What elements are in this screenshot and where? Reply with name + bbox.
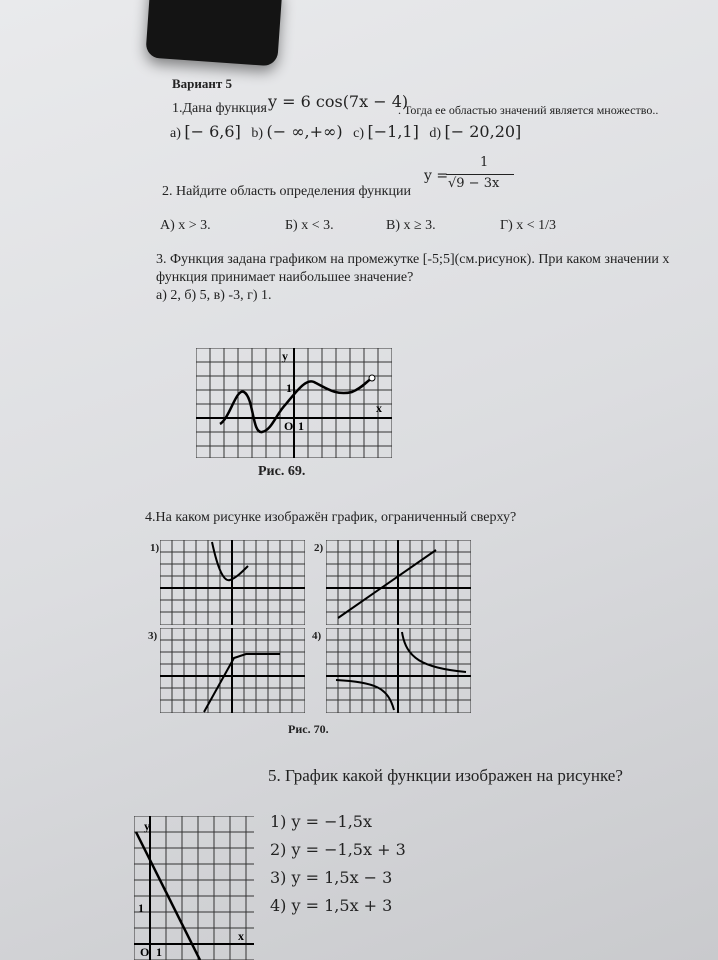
q5-y-one-label: 1 <box>138 901 144 915</box>
q1-formula: y = 6 cos(7x − 4) <box>268 92 409 111</box>
q5-x-one-label: 1 <box>156 945 162 959</box>
q5-origin-label: O <box>140 945 150 959</box>
q5-graph <box>134 816 254 960</box>
q2-option-c: В) x ≥ 3. <box>386 218 436 233</box>
q2-numerator: 1 <box>480 155 489 170</box>
q2-lhs: y = <box>424 168 449 184</box>
q5-option-3: 3) y = 1,5x − 3 <box>270 868 393 887</box>
q3-line1: 3. Функция задана графиком на промежутке [-5;5](см.рисунок). При каком значении x <box>156 252 670 267</box>
q5-axis-x-label: x <box>238 929 244 943</box>
axis-x-label: x <box>376 401 382 415</box>
panel-2-graph <box>326 540 471 625</box>
q3-line2: функция принимает наибольшее значение? <box>156 270 414 285</box>
q5-text: 5. График какой функции изображен на рисунке? <box>268 766 623 785</box>
black-object <box>145 0 282 67</box>
figure-69-graph <box>196 348 392 458</box>
q2-text: 2. Найдите область определения функции <box>162 184 411 199</box>
variant-title: Вариант 5 <box>172 76 233 91</box>
figure-70-caption: Рис. 70. <box>288 722 329 736</box>
figure-69-caption: Рис. 69. <box>258 464 306 479</box>
q2-option-a: А) x > 3. <box>160 218 211 233</box>
q5-option-1: 1) y = −1,5x <box>270 812 372 831</box>
q2-option-b: Б) x < 3. <box>285 218 334 233</box>
q2-option-d: Г) x < 1/3 <box>500 218 557 233</box>
q1-options: a) [− 6,6] b) (− ∞,+∞) c) [−1,1] d) [− 20,20] <box>170 122 522 141</box>
panel-1-label: 1) <box>150 542 160 554</box>
q1-tail: . Тогда ее областью значений является множество.. <box>398 103 659 117</box>
origin-label: O <box>284 419 294 433</box>
q3-options: а) 2, б) 5, в) -3, г) 1. <box>156 288 272 303</box>
q2-denominator: √9 − 3x <box>448 176 500 191</box>
q5-option-2: 2) y = −1,5x + 3 <box>270 840 406 859</box>
panel-4-graph <box>326 628 471 713</box>
q5-option-4: 4) y = 1,5x + 3 <box>270 896 393 915</box>
panel-1-graph <box>160 540 305 625</box>
panel-4-label: 4) <box>312 630 322 642</box>
q4-text: 4.На каком рисунке изображён график, ограниченный сверху? <box>145 510 517 525</box>
panel-3-graph <box>160 628 305 713</box>
q5-axis-y-label: y <box>144 819 150 833</box>
q1-text: 1.Дана функция <box>172 101 267 116</box>
panel-2-label: 2) <box>314 542 324 554</box>
axis-y-label: y <box>282 349 288 363</box>
panel-3-label: 3) <box>148 630 158 642</box>
fraction-bar <box>446 174 514 175</box>
y-one-label: 1 <box>286 381 292 395</box>
x-one-label: 1 <box>298 419 304 433</box>
